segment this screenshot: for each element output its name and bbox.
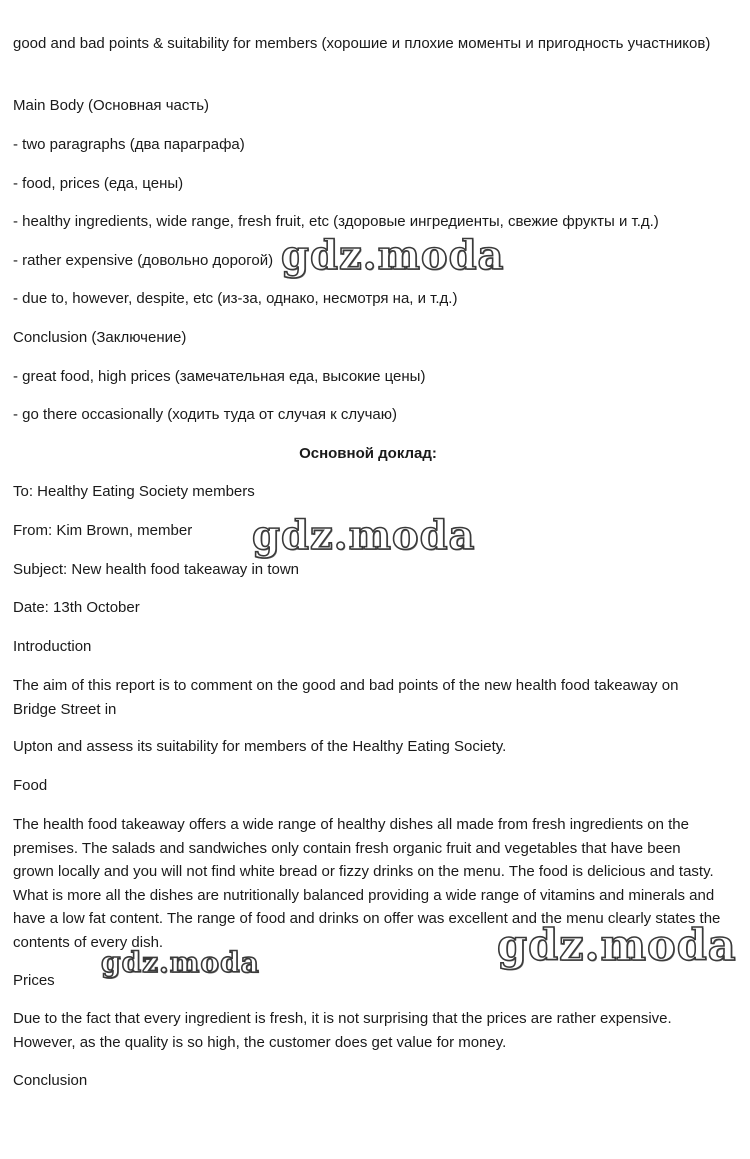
watermark: gdz.moda xyxy=(281,232,505,279)
outline-item: - go there occasionally (ходить туда от случая к случаю) xyxy=(13,406,398,423)
outline-conclusion: Conclusion (Заключение) xyxy=(13,329,187,346)
outline-intro-line: good and bad points & suitability for members (хорошие и плохие моменты и пригодность участников) xyxy=(13,35,711,52)
outline-item: - food, prices (еда, цены) xyxy=(13,175,184,192)
outline-item: - great food, high prices (замечательная еда, высокие цены) xyxy=(13,368,426,385)
prices-title: Prices xyxy=(13,972,55,989)
report-heading: Основной доклад: xyxy=(299,445,437,462)
report-to: To: Healthy Eating Society members xyxy=(13,483,255,500)
food-title: Food xyxy=(13,777,48,794)
food-paragraph: The health food takeaway offers a wide range of healthy dishes all made from fresh ingredients on the premises. The salads and sandwiches only contain fresh organic fruit and vegetables that have been grown locally and you will not find white bread or fizzy drinks on the menu. The food is delicious and tasty. What is more all the dishes are nutritionally balanced providing a wide range of vitamins and minerals and have a low fat content. The range of food and drinks on offer was excellent and the menu clearly states the contents of every dish. xyxy=(13,816,721,951)
outline-item: - due to, however, despite, etc (из-за, однако, несмотря на, и т.д.) xyxy=(13,290,458,307)
intro-paragraph-2: Upton and assess its suitability for members of the Healthy Eating Society. xyxy=(13,738,507,755)
intro-title: Introduction xyxy=(13,638,92,655)
outline-item: - rather expensive (довольно дорогой) xyxy=(13,252,274,269)
intro-paragraph-1: The aim of this report is to comment on the good and bad points of the new health food takeaway on Bridge Street in xyxy=(13,677,679,718)
report-date: Date: 13th October xyxy=(13,599,140,616)
watermark: gdz.moda xyxy=(497,921,737,971)
watermark: gdz.moda xyxy=(252,512,476,559)
watermark: gdz.moda xyxy=(101,946,260,979)
outline-item: - two paragraphs (два параграфа) xyxy=(13,136,245,153)
prices-paragraph: Due to the fact that every ingredient is fresh, it is not surprising that the prices are rather expensive. However, as the quality is so high, the customer does get value for money. xyxy=(13,1010,672,1051)
report-subject: Subject: New health food takeaway in town xyxy=(13,561,300,578)
outline-item: - healthy ingredients, wide range, fresh fruit, etc (здоровые ингредиенты, свежие фрукты и т.д.) xyxy=(13,213,659,230)
report-from: From: Kim Brown, member xyxy=(13,522,193,539)
conclusion-title: Conclusion xyxy=(13,1072,88,1089)
outline-main-body: Main Body (Основная часть) xyxy=(13,97,210,114)
